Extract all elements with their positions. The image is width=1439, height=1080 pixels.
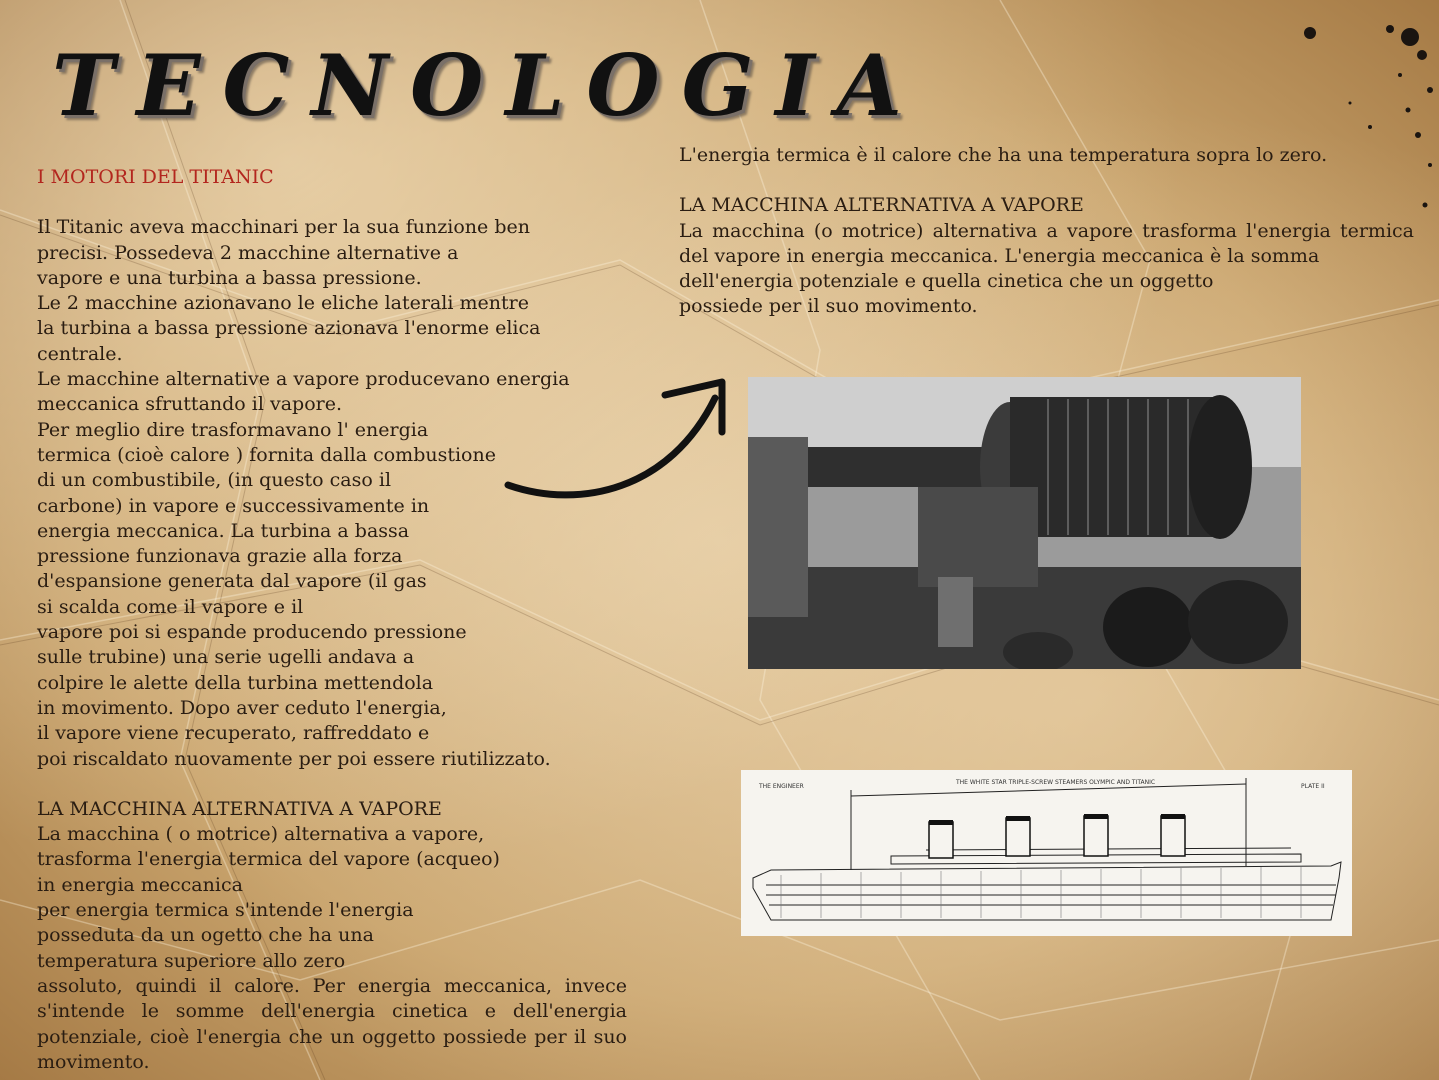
plan-left-label: THE ENGINEER <box>759 783 804 790</box>
macchina-paragraph: La macchina ( o motrice) alternativa a vapore, trasforma l'energia termica del vapore (acqueo) in energia meccanica per energia termica s'intende l'energia posseduta da un ogetto che ha una temperatura superiore allo zero <box>37 823 500 972</box>
macchina-heading: LA MACCHINA ALTERNATIVA A VAPORE <box>37 797 442 820</box>
curved-arrow-icon <box>500 370 740 510</box>
section-heading-motori: I MOTORI DEL TITANIC <box>37 166 274 188</box>
left-column <box>37 165 627 1075</box>
right-paragraph-justified: La macchina (o motrice) alternativa a vapore trasforma l'energia termica del vapore in energia meccanica. L'energia meccanica è la somma <box>679 219 1414 267</box>
right-heading: LA MACCHINA ALTERNATIVA A VAPORE <box>679 194 1084 217</box>
macchina-paragraph-justified: assoluto, quindi il calore. Per energia meccanica, invece s'intende le somme dell'energia cinetica e dell'energia potenziale, cioè l'energia che un oggetto possiede per il suo movimento. <box>37 974 627 1073</box>
titanic-side-plan-drawing <box>741 770 1352 936</box>
plan-right-label: PLATE II <box>1301 783 1325 790</box>
energia-intro: L'energia termica è il calore che ha una temperatura sopra lo zero. <box>679 144 1328 166</box>
right-column <box>679 143 1414 320</box>
right-paragraph: dell'energia potenziale e quella cinetica che un oggetto possiede per il suo movimento. <box>679 270 1214 318</box>
plan-caption: THE WHITE STAR TRIPLE-SCREW STEAMERS OLYMPIC AND TITANIC <box>956 779 1156 786</box>
motori-paragraph: Il Titanic aveva macchinari per la sua funzione ben precisi. Possedeva 2 macchine alternative a vapore e una turbina a bassa pressione. Le 2 macchine azionavano le eliche laterali mentre la turbina a bassa pressione azionava l'enorme elica centrale. Le macchine alternative a vapore producevano energia meccanica sfruttando il vapore. Per meglio dire trasformavano l' energia termica (cioè calore ) fornita dalla combustione di un combustibile, (in questo caso il carbone) in vapore e successivamente in energia meccanica. La turbina a bassa pressione funzionava grazie alla forza d'espansione generata dal vapore (il gas si scalda come il vapore e il vapore poi si espande producendo pressione sulle trubine) una serie ugelli andava a colpire le alette della turbina mettendola in movimento. Dopo aver ceduto l'energia, il vapore viene recuperato, raffreddato e poi riscaldato nuovamente per poi essere riutilizzato. <box>37 216 570 770</box>
page-title: TECNOLOGIA <box>52 36 924 135</box>
steam-turbine-photo <box>748 377 1301 669</box>
